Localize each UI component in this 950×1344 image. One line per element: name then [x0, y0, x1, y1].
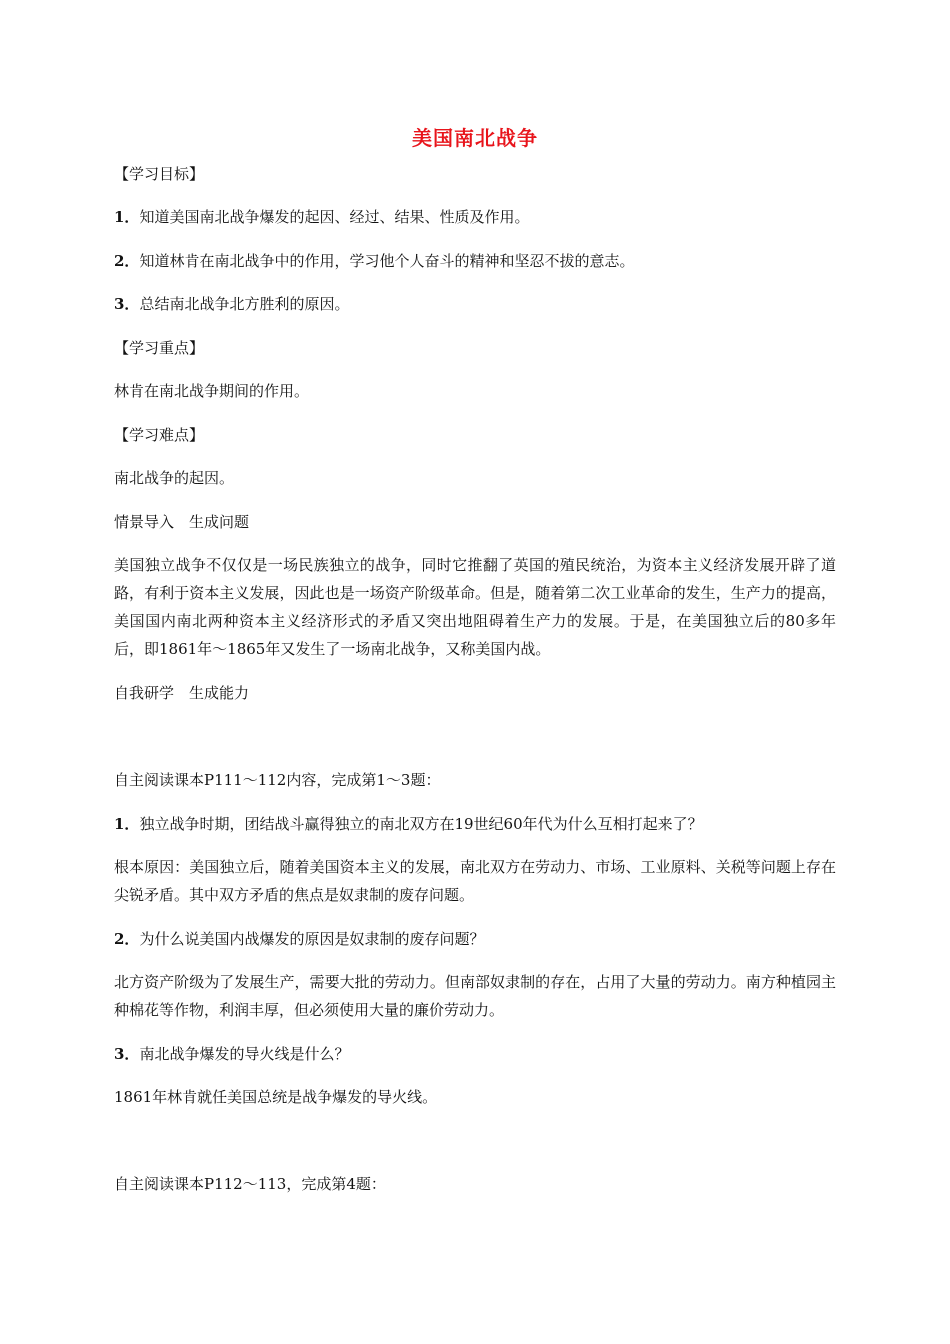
- objective-text: 知道美国南北战争爆发的起因、经过、结果、性质及作用。: [139, 208, 530, 226]
- question-number: 2．: [114, 930, 140, 948]
- question-1: [114, 810, 836, 838]
- reading-instruction-1: 自主阅读课本P111～112内容，完成第1～3题：: [114, 771, 441, 789]
- answer-3: 1861年林肯就任美国总统是战争爆发的导火线。: [114, 1088, 438, 1106]
- question-3: [114, 1040, 836, 1068]
- objective-number: 3．: [114, 295, 140, 313]
- objective-item-2: [114, 247, 836, 275]
- answer-1: 根本原因：美国独立后，随着美国资本主义的发展，南北双方在劳动力、市场、工业原料、关税等问题上存在尖锐矛盾。其中双方矛盾的焦点是奴隶制的废存问题。: [114, 858, 836, 904]
- question-2: [114, 925, 836, 953]
- reading-instruction-2: 自主阅读课本P112～113，完成第4题：: [114, 1175, 386, 1193]
- objective-number: 1．: [114, 208, 140, 226]
- intro-heading: 情景导入 生成问题: [114, 513, 250, 531]
- objectives-heading: 【学习目标】: [114, 165, 205, 183]
- difficulty-text: 南北战争的起因。: [114, 469, 235, 487]
- page-title: 美国南北战争: [412, 126, 538, 150]
- objective-item-1: [114, 203, 836, 231]
- question-number: 1．: [114, 815, 140, 833]
- question-text: 南北战争爆发的导火线是什么？: [139, 1045, 350, 1063]
- difficulty-heading: 【学习难点】: [114, 426, 205, 444]
- objective-text: 总结南北战争北方胜利的原因。: [139, 295, 350, 313]
- objective-item-3: [114, 290, 836, 318]
- self-study-heading: 自我研学 生成能力: [114, 684, 250, 702]
- key-point-heading: 【学习重点】: [114, 339, 205, 357]
- question-number: 3．: [114, 1045, 140, 1063]
- intro-paragraph: 美国独立战争不仅仅是一场民族独立的战争，同时它推翻了英国的殖民统治，为资本主义经济发展开辟了道路，有利于资本主义发展，因此也是一场资产阶级革命。但是，随着第二次工业革命的发生，生产力的提高，美国国内南北两种资本主义经济形式的矛盾又突出地阻碍着生产力的发展。于是，在美国独立后的80多年后，即1861年～1865年又发生了一场南北战争，又称美国内战。: [114, 556, 836, 658]
- answer-2: 北方资产阶级为了发展生产，需要大批的劳动力。但南部奴隶制的存在，占用了大量的劳动力。南方种植园主种棉花等作物，利润丰厚，但必须使用大量的廉价劳动力。: [114, 973, 836, 1019]
- question-text: 为什么说美国内战爆发的原因是奴隶制的废存问题？: [139, 930, 485, 948]
- question-text: 独立战争时期，团结战斗赢得独立的南北双方在19世纪60年代为什么互相打起来了？: [139, 815, 703, 833]
- objective-number: 2．: [114, 252, 140, 270]
- objective-text: 知道林肯在南北战争中的作用，学习他个人奋斗的精神和坚忍不拔的意志。: [139, 252, 635, 270]
- key-point-text: 林肯在南北战争期间的作用。: [114, 382, 310, 400]
